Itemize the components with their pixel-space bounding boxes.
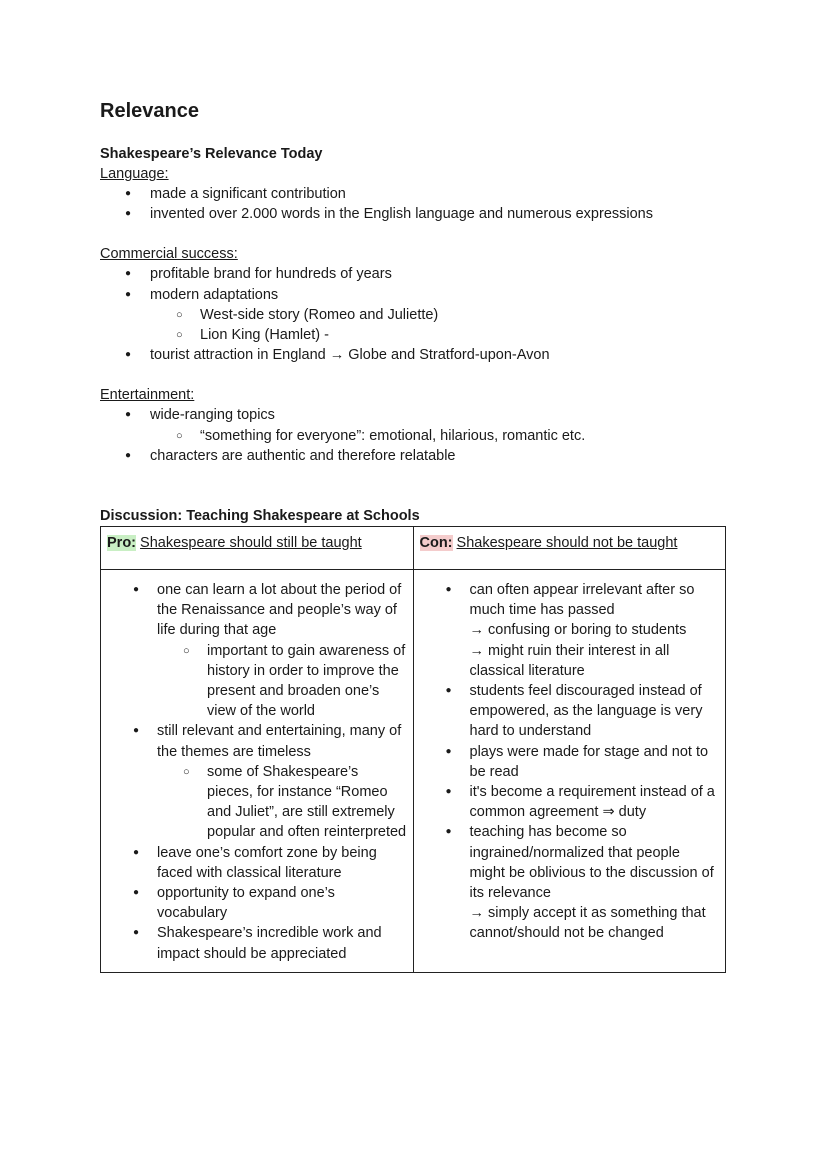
- list-item-text: still relevant and entertaining, many of the themes are timeless: [157, 723, 402, 760]
- commercial-heading: Commercial success:: [100, 246, 238, 263]
- list-item: [107, 580, 407, 721]
- pro-sublist: [157, 641, 407, 722]
- document-page: [100, 98, 728, 973]
- commercial-section: [100, 244, 728, 365]
- list-item: ● characters are authentic and therefore relatable: [100, 446, 728, 466]
- sub-list-item: ○ important to gain awareness of history in order to improve the present and broaden one’s view of the world: [157, 641, 407, 722]
- con-label: Con:: [419, 535, 453, 552]
- list-item: [107, 721, 407, 842]
- list-item: ● invented over 2.000 words in the English language and numerous expressions: [100, 204, 728, 224]
- pro-header-text: Shakespeare should still be taught: [140, 535, 362, 552]
- list-item: [420, 580, 720, 681]
- list-item-text: teaching has become so ingrained/normalized that people might be oblivious to the discussion of its relevance: [469, 824, 714, 902]
- list-item-continuation: → confusing or boring to students: [469, 622, 687, 639]
- table-row: [101, 570, 726, 973]
- list-item-continuation: → simply accept it as something that cannot/should not be changed: [469, 905, 706, 942]
- list-item: ● made a significant contribution: [100, 184, 728, 204]
- list-item: [100, 405, 728, 445]
- list-item: ● leave one’s comfort zone by being faced with classical literature: [107, 843, 407, 883]
- page-title: Relevance: [100, 100, 199, 122]
- list-item-text: can often appear irrelevant after so much time has passed: [469, 582, 695, 619]
- pro-sublist: [157, 762, 407, 843]
- sub-list-item: ○ Lion King (Hamlet) -: [150, 325, 728, 345]
- list-item-text: modern adaptations: [150, 286, 279, 303]
- discussion-heading: Discussion: Teaching Shakespeare at Schools: [100, 508, 420, 525]
- topics-sublist: [150, 426, 728, 446]
- commercial-list: [100, 264, 728, 365]
- discussion-table: [100, 526, 726, 973]
- list-item: ● plays were made for stage and not to be read: [420, 742, 720, 782]
- list-item: [420, 822, 720, 943]
- list-item: ● Shakespeare’s incredible work and impact should be appreciated: [107, 923, 407, 963]
- table-header-row: [101, 527, 726, 570]
- pro-list: [107, 580, 407, 964]
- list-item-text: wide-ranging topics: [150, 407, 275, 424]
- con-arguments-cell: [413, 570, 726, 973]
- language-section: [100, 164, 728, 224]
- entertainment-section: [100, 385, 728, 466]
- sub-list-item: ○ West-side story (Romeo and Juliette): [150, 305, 728, 325]
- language-list: [100, 184, 728, 224]
- entertainment-list: [100, 405, 728, 466]
- sub-list-item: ○ “something for everyone”: emotional, hilarious, romantic etc.: [150, 426, 728, 446]
- list-item: [100, 285, 728, 346]
- list-item-continuation: → might ruin their interest in all classical literature: [469, 642, 670, 679]
- sub-list-item: ○ some of Shakespeare’s pieces, for instance “Romeo and Juliet”, are still extremely popular and often reinterpreted: [157, 762, 407, 843]
- pro-header-cell: [101, 527, 414, 570]
- list-item: ● it's become a requirement instead of a common agreement ⇒ duty: [420, 782, 720, 822]
- language-heading: Language:: [100, 166, 169, 182]
- pro-arguments-cell: [101, 570, 414, 973]
- con-list: [420, 580, 720, 944]
- list-item: ● profitable brand for hundreds of years: [100, 264, 728, 284]
- adaptations-sublist: [150, 305, 728, 345]
- section-subtitle: Shakespeare’s Relevance Today: [100, 146, 323, 162]
- pro-label: Pro:: [107, 535, 136, 552]
- entertainment-heading: Entertainment:: [100, 387, 195, 404]
- list-item: ● students feel discouraged instead of empowered, as the language is very hard to understand: [420, 681, 720, 742]
- con-header-cell: [413, 527, 726, 570]
- con-header-text: Shakespeare should not be taught: [456, 535, 678, 552]
- list-item-text: one can learn a lot about the period of the Renaissance and people’s way of life during that age: [157, 582, 402, 639]
- list-item: ● tourist attraction in England → Globe and Stratford-upon-Avon: [100, 345, 728, 365]
- list-item: ● opportunity to expand one’s vocabulary: [107, 883, 407, 923]
